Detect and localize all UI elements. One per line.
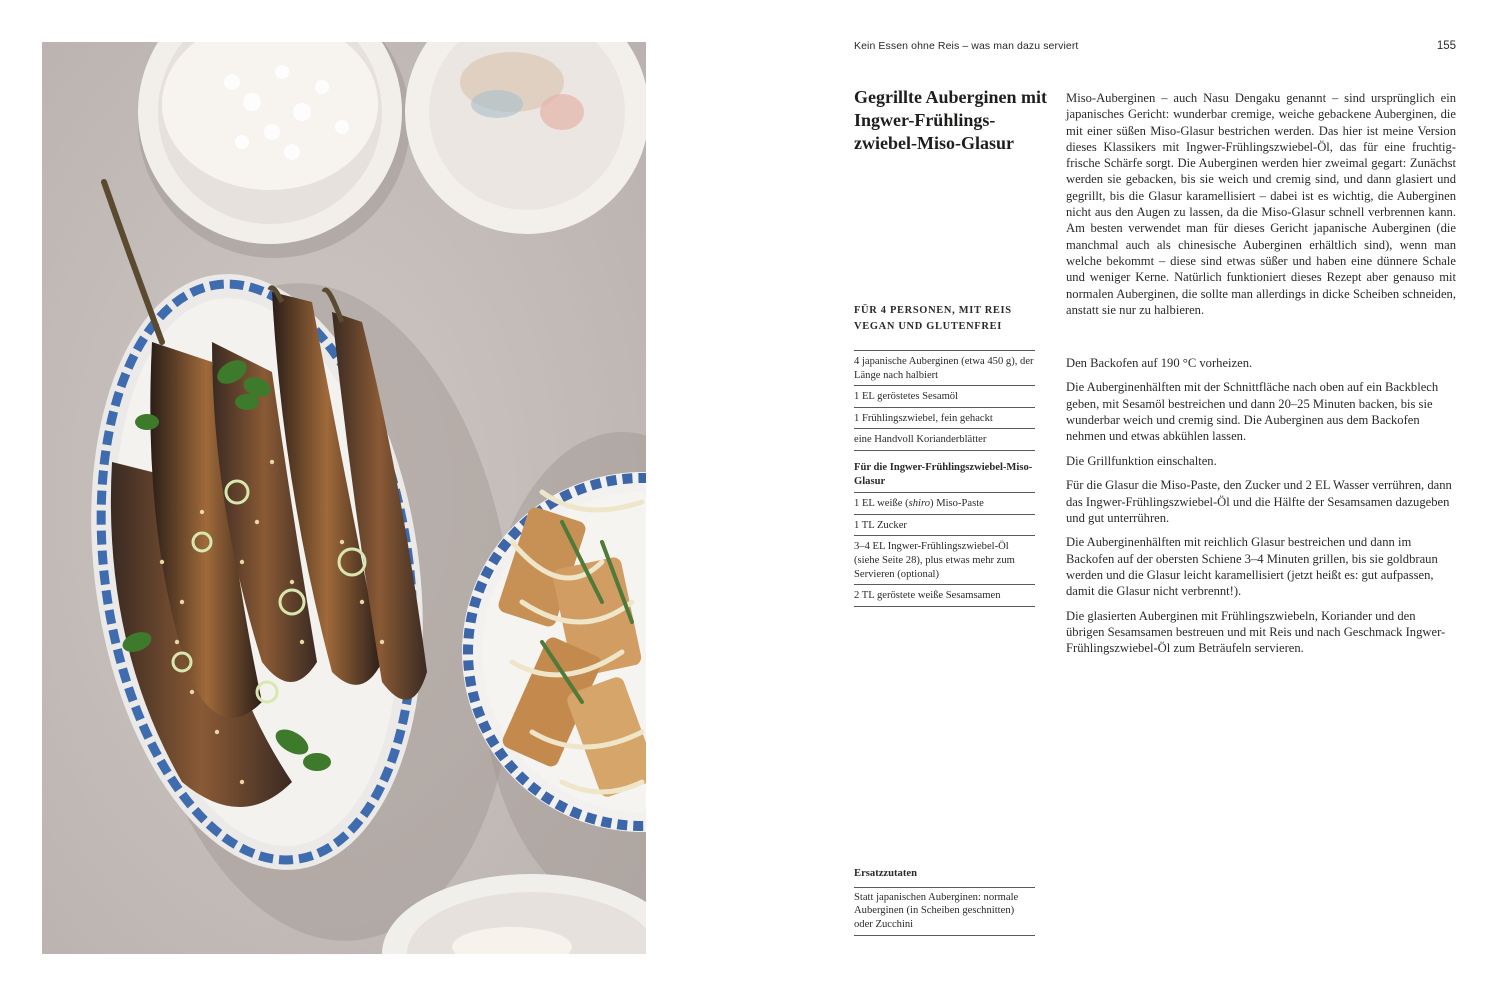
method-steps [1066, 355, 1456, 665]
ingredient-item: 1 TL Zucker [854, 514, 1035, 536]
page-number: 155 [1436, 40, 1456, 52]
method-step: Für die Glasur die Miso-Paste, den Zucker und 2 EL Wasser verrühren, dann das Ingwer-Frühlingszwiebel-Öl und die Hälfte der Sesamsamen dazugeben und gut unterrühren. [1066, 478, 1452, 525]
ingredient-item: 1 EL geröstetes Sesamöl [854, 385, 1035, 407]
ingredient-item: 1 Frühlingszwiebel, fein gehackt [854, 407, 1035, 429]
method-step: Den Backofen auf 190 °C vorheizen. [1066, 356, 1253, 370]
dietary-line: VEGAN UND GLUTENFREI [854, 321, 1002, 332]
recipe-title: Gegrillte Auberginen mit Ingwer-Frühlings-zwiebel-Miso-Glasur [854, 87, 1047, 153]
substitutes-box [854, 867, 1035, 936]
recipe-intro: Miso-Auberginen – auch Nasu Dengaku genannt – sind ursprünglich ein japanisches Gericht: wunderbar cremige, weiche gebackene Auberginen, die mit einer süßen Miso-Glasur bestrichen werden. Das hier ist meine Version dieses Klassikers mit Ingwer-Frühlingszwiebel-Öl, das für eine fruchtig-frische Schärfe sorgt. Die Auberginen werden hier zweimal gegart: Zunächst werden sie gebacken, bis sie weich und cremig sind, und dann glasiert und gegrillt, bis die Glasur karamellisiert – dabei ist es wichtig, die Auberginen nicht aus den Augen zu lassen, da die Miso-Glasur schnell verbrennen kann. Am besten verwendet man für dieses Gericht japanische Auberginen (die manchmal auch als chinesische Auberginen erhältlich sind), wenn man welche bekommt – diese sind etwas süßer und haben eine dünnere Schale und weniger Kerne. Natürlich funktioniert dieses Rezept aber genauso mit normalen Auberginen, die sollte man allerdings in dicke Scheiben schneiden, anstatt sie nur zu halbieren. [1066, 91, 1456, 317]
ingredient-item: 2 TL geröstete weiße Sesamsamen [854, 584, 1035, 607]
substitutes-text: Statt japanischen Auberginen: normale Auberginen (in Scheiben geschnitten) oder Zucchini [854, 888, 1035, 937]
glaze-heading: Für die Ingwer-Frühlingszwiebel-Miso-Glasur [854, 450, 1035, 492]
substitutes-title: Ersatzzutaten [854, 867, 1035, 888]
ingredient-item: eine Handvoll Korianderblätter [854, 428, 1035, 450]
ingredient-item: 4 japanische Auberginen (etwa 450 g), der Länge nach halbiert [854, 350, 1035, 385]
method-step: Die Auberginenhälften mit der Schnittfläche nach oben auf ein Backblech geben, mit Sesamöl bestreichen und dann 20–25 Minuten backen, bis sie wunderbar weich und cremig sind. Die Auberginen aus dem Backofen nehmen und etwas abkühlen lassen. [1066, 380, 1439, 444]
running-head: Kein Essen ohne Reis – was man dazu serviert [854, 40, 1079, 52]
food-photo [42, 42, 646, 954]
ingredient-text: 1 EL weiße ( [854, 498, 909, 510]
ingredient-list [854, 350, 1035, 607]
ingredient-item: 3–4 EL Ingwer-Frühlingszwiebel-Öl (siehe Seite 28), plus etwas mehr zum Servieren (optional) [854, 535, 1035, 584]
method-step: Die Grillfunktion einschalten. [1066, 453, 1217, 468]
servings-info [854, 303, 1036, 335]
ingredient-item [854, 492, 1035, 514]
ingredient-text: ) Miso-Paste [930, 498, 984, 510]
servings-line: FÜR 4 PERSONEN, MIT REIS [854, 305, 1012, 316]
ingredient-emphasis: shiro [908, 498, 931, 510]
method-step: Die Auberginenhälften mit reichlich Glasur bestreichen und dann im Backofen auf der obersten Schiene 3–4 Minuten grillen, bis sie goldbraun werden und die Glasur leicht karamellisiert (jetzt heißt es: gut aufpassen, damit die Glasur nicht verbrennt!). [1066, 535, 1438, 599]
method-step: Die glasierten Auberginen mit Frühlingszwiebeln, Koriander und den übrigen Sesamsamen bestreuen und mit Reis und nach Geschmack Ingwer-Frühlingszwiebel-Öl zum Beträufeln servieren. [1066, 608, 1446, 656]
